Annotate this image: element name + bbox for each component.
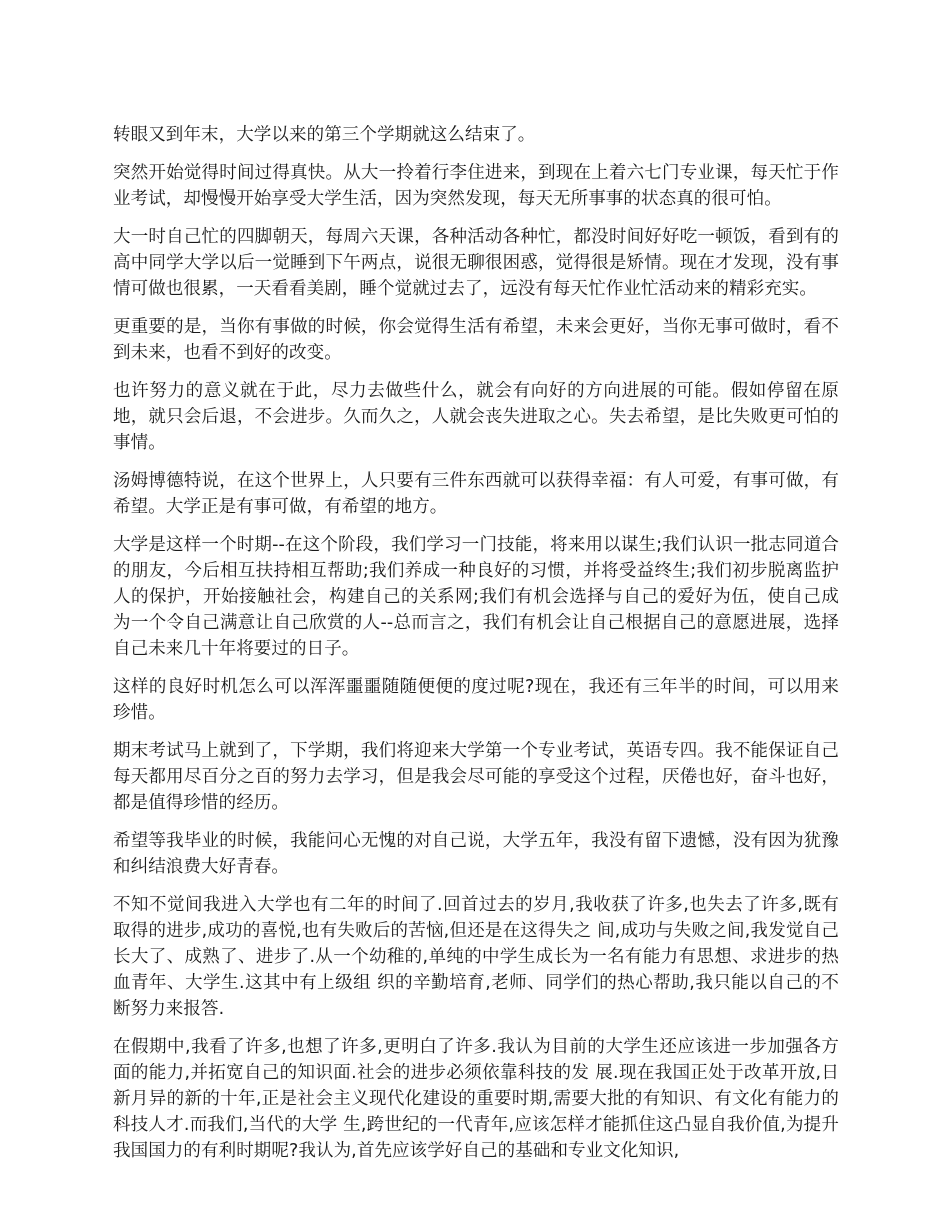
paragraph: 不知不觉间我进入大学也有二年的时间了.回首过去的岁月,我收获了许多,也失去了许多,既有取得的进步,成功的喜悦,也有失败后的苦恼,但还是在这得失之 间,成功与失败之间,我发觉自己长大了、成熟了、进步了.从一个幼稚的,单纯的中学生成长为一名有能力有思想、求进步的热血青年、大学生.这其中有上级组 织的辛勤培育,老师、同学们的热心帮助,我只能以自己的不断努力来报答. — [113, 895, 839, 1019]
paragraph: 突然开始觉得时间过得真快。从大一拎着行李住进来，到现在上着六七门专业课，每天忙于作业考试，却慢慢开始享受大学生活，因为突然发现，每天无所事事的状态真的很可怕。 — [113, 163, 839, 209]
paragraph: 期末考试马上就到了，下学期，我们将迎来大学第一个专业考试，英语专四。我不能保证自己每天都用尽百分之百的努力去学习，但是我会尽可能的享受这个过程，厌倦也好，奋斗也好，都是值得珍惜的经历。 — [113, 741, 839, 813]
paragraph: 也许努力的意义就在于此，尽力去做些什么，就会有向好的方向进展的可能。假如停留在原地，就只会后退，不会进步。久而久之，人就会丧失进取之心。失去希望，是比失败更可怕的事情。 — [113, 381, 839, 453]
paragraph: 转眼又到年末，大学以来的第三个学期就这么结束了。 — [113, 125, 536, 145]
paragraph: 汤姆博德特说，在这个世界上，人只要有三件东西就可以获得幸福：有人可爱，有事可做，有希望。大学正是有事可做，有希望的地方。 — [113, 471, 839, 517]
paragraph: 更重要的是，当你有事做的时候，你会觉得生活有希望，未来会更好，当你无事可做时，看不到未来，也看不到好的改变。 — [113, 317, 839, 363]
paragraph: 在假期中,我看了许多,也想了许多,更明白了许多.我认为目前的大学生还应该进一步加强各方面的能力,并拓宽自己的知识面.社会的进步必须依靠科技的发 展.现在我国正处于改革开放,日新月异的新的十年,正是社会主义现代化建设的重要时期,需要大批的有知识、有文化有能力的科技人才.而我们,当代的大学 生,跨世纪的一代青年,应该怎样才能抓住这凸显自我价值,为提升我国国力的有利时期呢?我认为,首先应该学好自己的基础和专业文化知识, — [113, 1037, 839, 1161]
paragraph: 大学是这样一个时期--在这个阶段，我们学习一门技能，将来用以谋生;我们认识一批志同道合的朋友，今后相互扶持相互帮助;我们养成一种良好的习惯，并将受益终生;我们初步脱离监护人的保护，开始接触社会，构建自己的关系网;我们有机会选择与自己的爱好为伍，使自己成为一个令自己满意让自己欣赏的人--总而言之，我们有机会让自己根据自己的意愿进展，选择自己未来几十年将要过的日子。 — [113, 535, 839, 659]
paragraph: 这样的良好时机怎么可以浑浑噩噩随随便便的度过呢?现在，我还有三年半的时间，可以用来珍惜。 — [113, 677, 839, 723]
document-body — [113, 122, 839, 1176]
paragraph: 大一时自己忙的四脚朝天，每周六天课，各种活动各种忙，都没时间好好吃一顿饭，看到有的高中同学大学以后一觉睡到下午两点，说很无聊很困惑，觉得很是矫情。现在才发现，没有事情可做也很累，一天看看美剧，睡个觉就过去了，远没有每天忙作业忙活动来的精彩充实。 — [113, 227, 839, 299]
paragraph: 希望等我毕业的时候，我能问心无愧的对自己说，大学五年，我没有留下遗憾，没有因为犹豫和纠结浪费大好青春。 — [113, 831, 839, 877]
